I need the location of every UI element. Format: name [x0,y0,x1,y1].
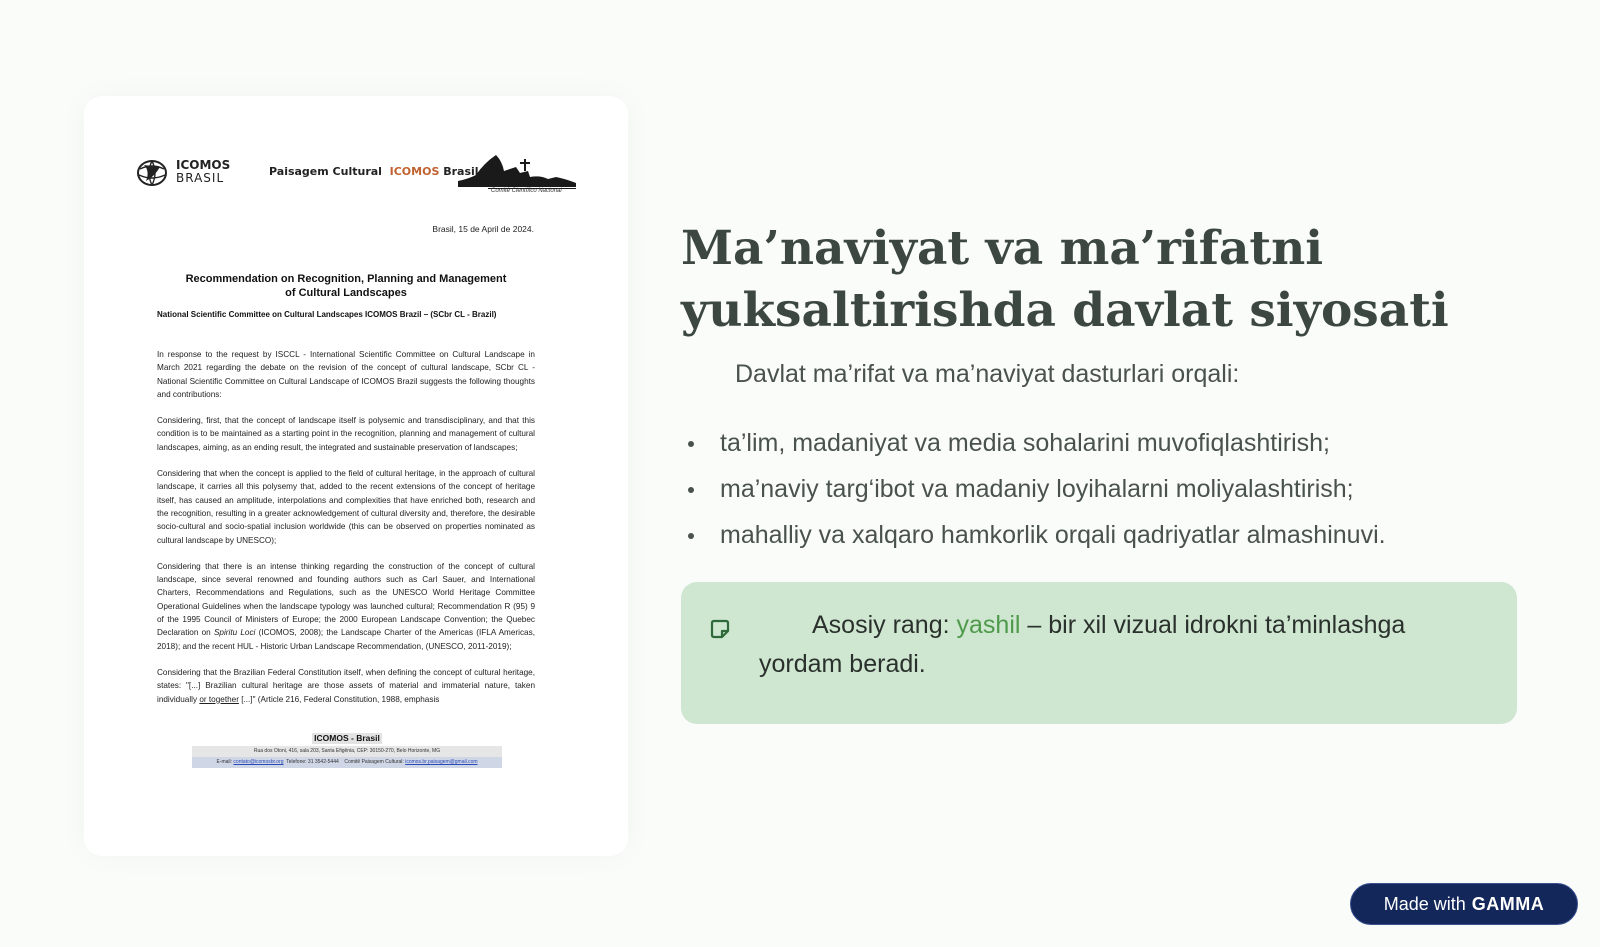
document-paragraph: In response to the request by ISCCL - International Scientific Committee on Cultural Landscape in March 2021 regarding the debate on the revision of the concept of cultural landscape, SCbr CL - National Scientific Committee on Cultural Landscape of ICOMOS Brazil suggests the following thoughts and contributions: [157,350,535,399]
document-paragraph: Considering that when the concept is applied to the field of cultural heritage, in the approach of cultural landscape, it carries all this polysemy that, added to the recent extensions of the concept of heritage itself, has caused an amplitude, interpolations and complexities that have enriched both, research and the recognition, resulting in a greater acknowledgement of cultural diversity and, therefore, the desirable socio-cultural and socio-spatial inclusion worldwide (this can be observed on properties nominated as cultural landscape by UNESCO); [157,469,535,545]
comite-cientifico-text: Comitê Científico Nacional [491,188,562,194]
made-with-gamma-badge[interactable]: Made with GAMMA [1350,883,1578,925]
note-icon [709,618,731,640]
bullet-list [688,420,1538,558]
slide-intro: Davlat ma’rifat va ma’naviyat dasturlari orqali: [735,360,1240,388]
footer-contact: E-mail: contato@icomosbr.org Telefone: 31 3542-5444 Comitê Paisagem Cultural: icomos.br.paisagem@gmail.com [192,757,502,768]
document-paragraph: Considering, first, that the concept of landscape itself is polysemic and transdisciplinary, and that this condition is to be maintained as a starting point in the recognition, planning and management of cultural landscapes, aiming, as an ending result, the integrated and sustainable preservation of landscapes; [157,416,535,452]
highlight-word: yashil [956,611,1021,639]
document-header [136,151,576,201]
bullet-item: mahalliy va xalqaro hamkorlik orqali qadriyatlar almashinuvi. [688,512,1538,558]
callout-box [681,582,1517,724]
document-paragraph: Considering that there is an intense thinking regarding the construction of the concept of cultural landscape, since several renowned and founding authors such as Carl Sauer, and International Charters, Recommendations and Regulations, such as the UNESCO World Heritage Committee Operational Guidelines when the landscape typology was launched cultural; Recommendation R (95) 9 of the 1995 Council of Ministers of Europe; the 2000 European Landscape Convention; the Quebec Declaration on Spiritu Loci (ICOMOS, 2008); the Landscape Charter of the Americas (IFLA Americas, 2018); and the recent HUL - Historic Urban Landscape Recommendation, (UNESCO, 2011-2019); [157,561,535,651]
document-date: Brasil, 15 de April de 2024. [432,224,534,234]
document-footer [192,733,502,768]
rio-mountain-logo-icon [458,151,576,191]
slide-title: Ma’naviyat va ma’rifatni yuksaltirishda davlat siyosati [681,221,1449,338]
gamma-brand-text: GAMMA [1471,893,1545,914]
footer-title: ICOMOS - Brasil [314,733,380,743]
document-title: Recommendation on Recognition, Planning and Management of Cultural Landscapes [185,273,507,299]
paisagem-cultural-logo-text: Paisagem Cultural ICOMOS Brasil [269,165,479,178]
document-body [157,348,535,706]
bullet-item: ta’lim, madaniyat va media sohalarini muvofiqlashtirish; [688,420,1538,466]
document-subtitle: National Scientific Committee on Cultural Landscapes ICOMOS Brazil – (SCbr CL - Brazil) [157,310,497,319]
callout-text: Asosiy rang: yashil – bir xil vizual idrokni ta’minlashga yordam beradi. [759,611,1406,678]
footer-address: Rua dos Otoni, 416, sala 203, Santa Efigênia, CEP: 30150-270, Belo Horizonte, MG [192,746,502,757]
document-card [84,96,628,856]
document-paragraph: Considering that the Brazilian Federal Constitution itself, when defining the concept of cultural heritage, states: "[...] Brazilian cultural heritage are those assets of material and immaterial nature, taken individually or together [...]" (Article 216, Federal Constitution, 1988, emphasis [157,667,535,704]
icomos-brasil-logo-text: ICOMOS BRASIL [176,158,231,185]
bullet-item: ma’naviy targ‘ibot va madaniy loyihalarni moliyalashtirish; [688,466,1538,512]
globe-logo-icon [136,159,168,187]
